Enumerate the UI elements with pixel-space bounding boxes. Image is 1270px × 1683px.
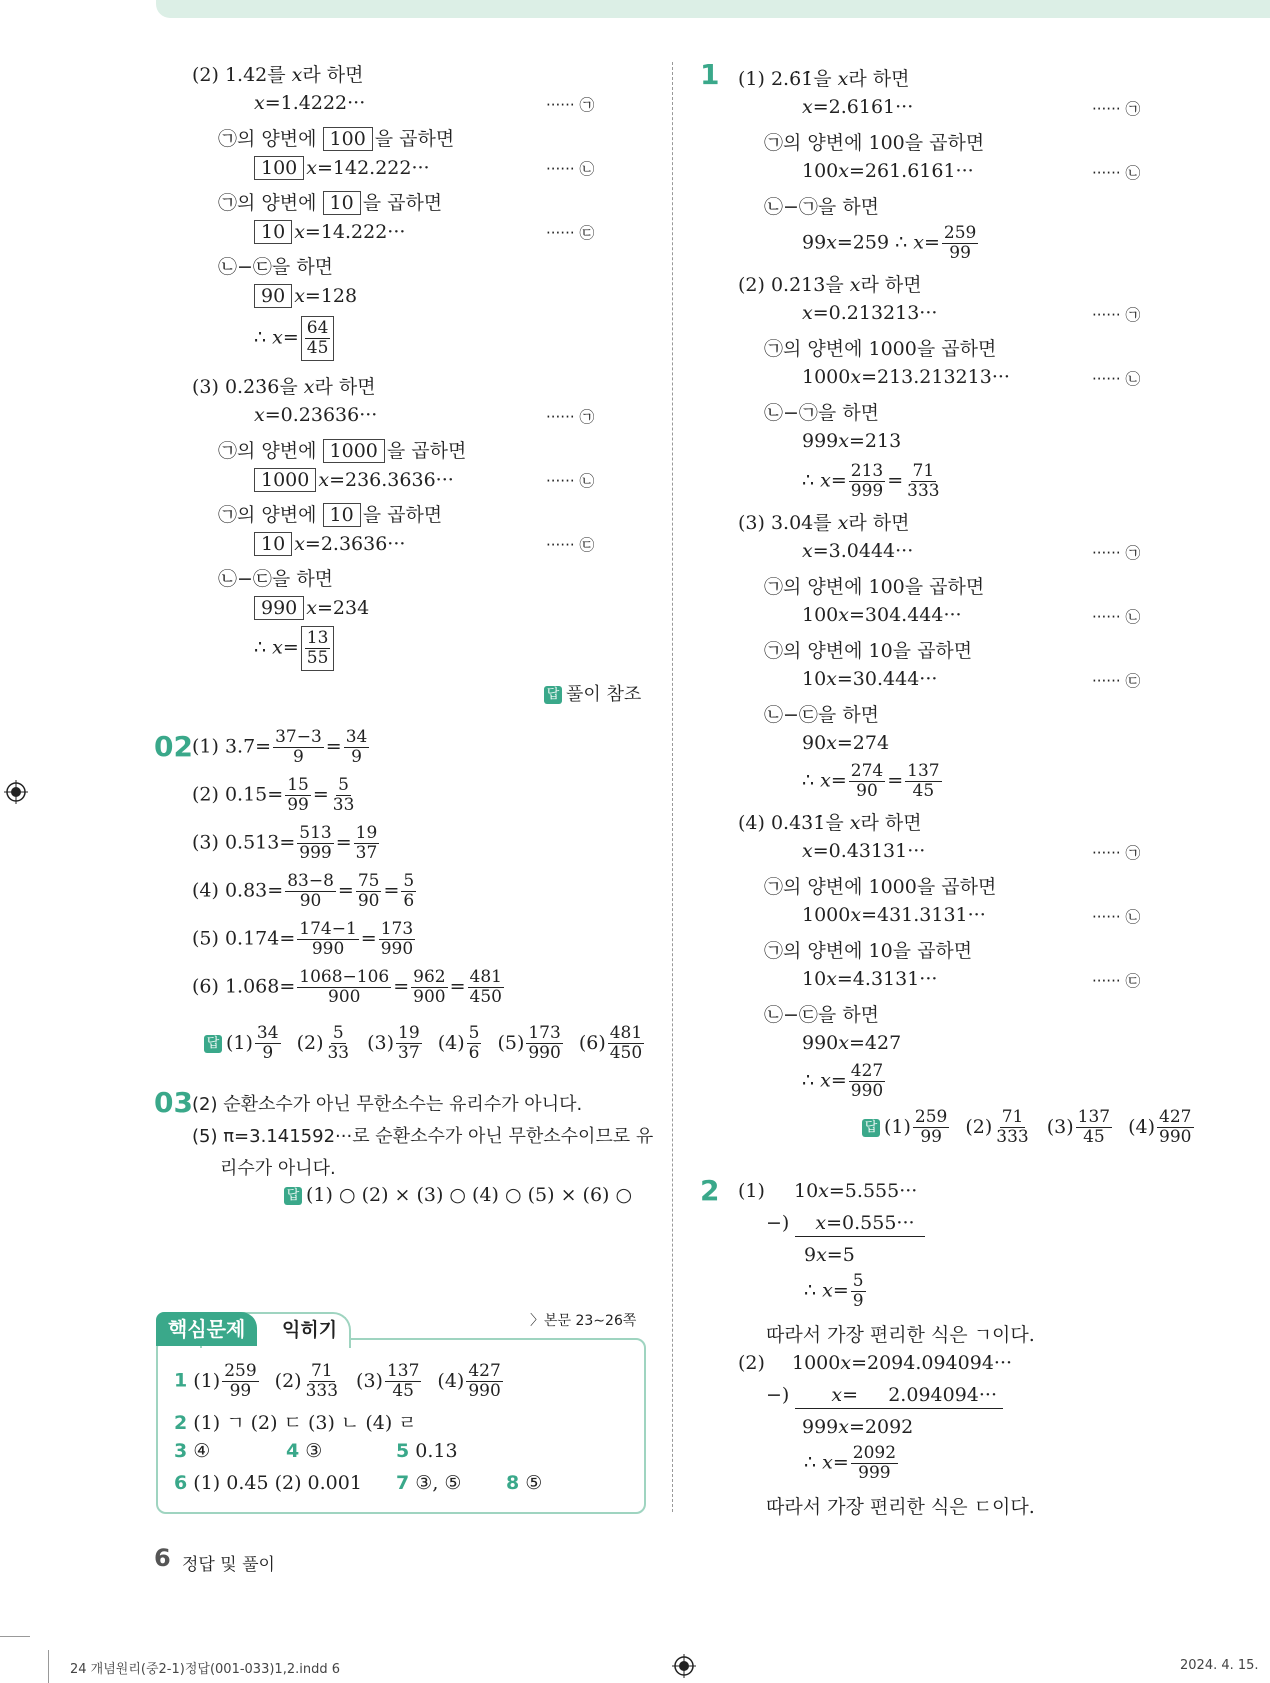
mark-c: ······ ㉢	[1092, 972, 1141, 990]
numerator: 1068−106	[299, 967, 390, 987]
denominator: 900	[413, 987, 446, 1007]
b2-label: (2)	[738, 1352, 765, 1374]
fraction	[304, 1362, 340, 1401]
denominator: 37	[398, 1043, 420, 1063]
a2-line1: 𝑥=0.213213···	[802, 302, 938, 324]
a4-line1: 𝑥=0.43131···	[802, 840, 926, 862]
numerator: 259	[224, 1361, 257, 1381]
fraction	[466, 1362, 502, 1401]
denominator: 6	[468, 1043, 480, 1063]
core-row4-c: 8 ⑤	[506, 1472, 543, 1494]
mark-b: ······ ㉡	[1092, 164, 1141, 182]
a3-line1: 𝑥=3.0444···	[802, 540, 914, 562]
fraction	[1076, 1108, 1112, 1147]
p2-line7: 90 𝑥=128	[254, 284, 357, 308]
b1-label: (1)	[738, 1180, 765, 1202]
fraction	[396, 1024, 422, 1063]
answer-item: (6) $\frac{481}{450}$	[578, 1023, 643, 1063]
denominator: 450	[469, 987, 502, 1007]
answer-item: (1) $\frac{259}{99}$	[193, 1361, 257, 1401]
denominator: 900	[328, 987, 361, 1007]
a1-line3: 100𝑥=261.6161···	[802, 160, 974, 182]
denominator: 990	[1159, 1127, 1192, 1147]
registration-mark-icon	[4, 780, 28, 804]
a3-line4: ㉠의 양변에 10을 곱하면	[764, 640, 973, 662]
p2-line4: ㉠의 양변에 10 을 곱하면	[218, 192, 443, 214]
mark-a: ······ ㉠	[1092, 844, 1141, 862]
a3-line7: 90𝑥=274	[802, 732, 890, 754]
fraction	[297, 824, 333, 863]
mark-b: ······ ㉡	[1092, 908, 1141, 926]
p2-line5: 10 𝑥=14.222···	[254, 220, 405, 244]
numerator: 481	[609, 1023, 643, 1043]
column-divider	[672, 62, 673, 1512]
b2-line3: 999𝑥=2092	[802, 1416, 914, 1438]
p3-line1: 𝑥=0.23636···	[254, 404, 378, 426]
fraction	[222, 1362, 258, 1401]
a1-line5: 99𝑥=259 ∴ 𝑥= $\frac{259}{99}$	[802, 223, 977, 263]
fraction	[354, 824, 380, 863]
numerator: 71	[1001, 1107, 1024, 1127]
section-03-number: 03	[154, 1086, 193, 1119]
p3-line7: 990 𝑥=234	[254, 596, 369, 620]
ans1-row: 답 (1) $\frac{259}{99}$ (2) $\frac{71}{333}$ (3) $\frac{137}{45}$ (4) $\frac{427}{990}$	[862, 1108, 1210, 1147]
crop-mark	[0, 1636, 30, 1637]
b2-line2: −) 𝑥= 2.094094···	[766, 1384, 1003, 1406]
fraction	[285, 776, 311, 815]
q03-line1: (2) 순환소수가 아닌 무한소수는 유리수가 아니다.	[192, 1094, 583, 1115]
crop-mark	[48, 1650, 49, 1683]
denominator: 999	[299, 843, 332, 863]
a4-line6: ㉡−㉢을 하면	[764, 1004, 880, 1026]
fraction	[325, 1024, 351, 1063]
footer-date: 2024. 4. 15.	[1180, 1658, 1259, 1673]
mark-a: ······ ㉠	[1092, 100, 1141, 118]
fraction	[273, 728, 324, 767]
fraction	[385, 1362, 421, 1401]
answer-badge: 답	[544, 686, 562, 704]
q02-label: (5) 0.174=	[192, 927, 296, 950]
p2-line1: 𝑥=1.4222···	[254, 92, 366, 114]
fraction	[994, 1108, 1030, 1147]
numerator: 259	[914, 1107, 948, 1127]
a4-line5: 10𝑥=4.3131···	[802, 968, 938, 990]
p2-result: ∴ 𝑥= $\frac{64}{45}$	[254, 316, 336, 361]
denominator: 33	[332, 795, 355, 815]
b1-result: ∴ 𝑥= $\frac{5}{9}$	[804, 1271, 864, 1311]
a1-line2: ㉠의 양변에 100을 곱하면	[764, 132, 985, 154]
core-tag: 핵심문제	[156, 1312, 257, 1346]
see-solution: 답 풀이 참조	[544, 680, 641, 706]
numerator: 173	[380, 919, 414, 939]
a2-result: ∴ 𝑥= $\frac{213}{999}$ = $\frac{71}{333}$	[802, 461, 940, 501]
numerator: 71	[310, 1361, 333, 1381]
denominator: 45	[1083, 1127, 1105, 1147]
denominator: 99	[229, 1381, 252, 1401]
fraction	[331, 776, 357, 815]
a3-line6: ㉡−㉢을 하면	[764, 704, 880, 726]
q02-row: (1) 3.7= $\frac{37-3}{9}$ = $\frac{34}{9}$	[192, 727, 368, 767]
q02-label: (6) 1.068=	[192, 975, 296, 998]
fraction	[411, 968, 447, 1007]
answer-item: (2) $\frac{71}{333}$	[274, 1361, 339, 1401]
answer-item: (5) $\frac{173}{990}$	[497, 1023, 561, 1063]
numerator: 137	[386, 1361, 420, 1381]
p2-line2: ㉠의 양변에 100 을 곱하면	[218, 128, 455, 150]
numerator: 34	[256, 1023, 279, 1043]
ans03-row: 답 (1) ○ (2) × (3) ○ (4) ○ (5) × (6) ○	[284, 1184, 632, 1206]
a2-head: (2) 0.2̇13̇을 𝑥라 하면	[738, 274, 922, 296]
q02-label: (3) 0.513=	[192, 831, 296, 854]
q02-row: (2) 0.15= $\frac{15}{99}$ = $\frac{5}{33}$	[192, 775, 355, 815]
denominator: 333	[996, 1127, 1029, 1147]
a2-line5: 999𝑥=213	[802, 430, 902, 452]
denominator: 450	[609, 1043, 643, 1063]
p3-line3: 1000 𝑥=236.3636···	[254, 468, 454, 492]
fraction	[401, 872, 416, 911]
p3-head: (3) 0.2̇3̇6을 𝑥라 하면	[192, 376, 376, 398]
q02-label: (1) 3.7=	[192, 735, 272, 758]
a1-head: (1) 2.6̇1̇을 𝑥라 하면	[738, 68, 910, 90]
a4-line2: ㉠의 양변에 1000을 곱하면	[764, 876, 997, 898]
numerator: 37−3	[275, 727, 322, 747]
fraction	[608, 1024, 644, 1063]
denominator: 33	[327, 1043, 350, 1063]
core-row2: 2 (1) ㄱ (2) ㄷ (3) ㄴ (4) ㄹ	[174, 1412, 417, 1434]
p2-line6: ㉡−㉢을 하면	[218, 256, 334, 278]
numerator: 5	[338, 775, 349, 795]
a3-line3: 100𝑥=304.444···	[802, 604, 962, 626]
numerator: 962	[413, 967, 446, 987]
b1-conclusion: 따라서 가장 편리한 식은 ㄱ이다.	[766, 1324, 1035, 1346]
a4-line3: 1000𝑥=431.3131···	[802, 904, 986, 926]
denominator: 9	[293, 747, 304, 767]
section-1-number: 1	[700, 58, 720, 91]
denominator: 333	[305, 1381, 339, 1401]
q02-row: (6) 1.068= $\frac{1068-106}{900}$ = $\frac{962}{900}$ = $\frac{481}{450}$	[192, 967, 502, 1007]
numerator: 19	[398, 1023, 420, 1043]
p3-line2: ㉠의 양변에 1000 을 곱하면	[218, 440, 467, 462]
fraction	[467, 1024, 482, 1063]
numerator: 174−1	[299, 919, 357, 939]
a1-line1: 𝑥=2.6161···	[802, 96, 914, 118]
page-label: 정답 및 풀이	[182, 1555, 275, 1575]
numerator: 137	[1077, 1107, 1111, 1127]
denominator: 990	[528, 1043, 561, 1063]
numerator: 75	[357, 871, 380, 891]
mark-c: ······ ㉢	[1092, 672, 1141, 690]
numerator: 15	[287, 775, 309, 795]
denominator: 90	[299, 891, 322, 911]
numerator: 5	[332, 1023, 344, 1043]
denominator: 990	[380, 939, 414, 959]
mark-c: ······ ㉢	[546, 224, 595, 242]
a1-line4: ㉡−㉠을 하면	[764, 196, 880, 218]
fraction	[526, 1024, 562, 1063]
b2-conclusion: 따라서 가장 편리한 식은 ㄷ이다.	[766, 1496, 1035, 1518]
mark-a: ······ ㉠	[1092, 306, 1141, 324]
b1-line3: 9𝑥=5	[804, 1244, 855, 1266]
mark-c: ······ ㉢	[546, 536, 595, 554]
fraction	[297, 968, 391, 1007]
a3-line2: ㉠의 양변에 100을 곱하면	[764, 576, 985, 598]
core-tag-practice: 익히기	[200, 1312, 351, 1348]
b1-line2: −) 𝑥=0.555···	[766, 1212, 925, 1234]
core-row1: 1 (1) $\frac{259}{99}$ (2) $\frac{71}{333}$ (3) $\frac{137}{45}$ (4) $\frac{427}{990}$	[174, 1362, 519, 1401]
a4-line4: ㉠의 양변에 10을 곱하면	[764, 940, 973, 962]
answer-item: (3) $\frac{137}{45}$	[1046, 1107, 1111, 1147]
core-row4-a: 6 (1) 0.45 (2) 0.001	[174, 1472, 362, 1494]
a2-line4: ㉡−㉠을 하면	[764, 402, 880, 424]
fraction	[356, 872, 382, 911]
section-2-number: 2	[700, 1174, 720, 1207]
q02-row: (5) 0.174= $\frac{174-1}{990}$ = $\frac{173}{990}$	[192, 919, 414, 959]
core-pages: 〉본문 23∼26쪽	[530, 1313, 637, 1329]
denominator: 9	[351, 747, 362, 767]
numerator: 427	[1159, 1107, 1192, 1127]
fraction	[468, 968, 504, 1007]
b1-line1: 10𝑥=5.555···	[794, 1180, 918, 1202]
q02-row: (3) 0.513= $\frac{513}{999}$ = $\frac{19}{37}$	[192, 823, 378, 863]
denominator: 9	[262, 1043, 274, 1063]
denominator: 6	[403, 891, 415, 911]
fraction	[344, 728, 370, 767]
mark-a: ······ ㉠	[546, 408, 595, 426]
denominator: 45	[392, 1381, 414, 1401]
answer-item: (1) $\frac{259}{99}$	[884, 1107, 948, 1147]
answer-item: (2) $\frac{5}{33}$	[296, 1023, 350, 1063]
footer-filename: 24 개념원리(중2-1)정답(001-033)1,2.indd 6	[70, 1662, 340, 1677]
q02-label: (2) 0.15=	[192, 783, 284, 806]
fraction	[1157, 1108, 1193, 1147]
fraction	[913, 1108, 949, 1147]
core-row4-b: 7 ③, ⑤	[396, 1472, 462, 1494]
core-row3-b: 4 ③	[286, 1440, 323, 1462]
registration-mark-icon	[672, 1654, 696, 1678]
ans02-row: 답 (1) $\frac{34}{9}$ (2) $\frac{5}{33}$ (3) $\frac{19}{37}$ (4) $\frac{5}{6}$ (5) $\frac{173}{990}$ (6) $\frac{481}{450}$	[204, 1024, 660, 1063]
b2-line1: 1000𝑥=2094.094094···	[792, 1352, 1013, 1374]
section-02-number: 02	[154, 730, 193, 763]
answer-item: (4) $\frac{427}{990}$	[437, 1361, 501, 1401]
denominator: 37	[355, 843, 378, 863]
numerator: 83−8	[287, 871, 334, 891]
numerator: 427	[468, 1361, 501, 1381]
fraction	[297, 920, 359, 959]
fraction	[285, 872, 336, 911]
q03-line3: 리수가 아니다.	[220, 1158, 336, 1179]
a4-line7: 990𝑥=427	[802, 1032, 902, 1054]
numerator: 19	[355, 823, 378, 843]
q02-label: (4) 0.83=	[192, 879, 284, 902]
numerator: 481	[469, 967, 502, 987]
denominator: 990	[311, 939, 345, 959]
fraction	[379, 920, 415, 959]
denominator: 90	[357, 891, 380, 911]
fraction	[255, 1024, 281, 1063]
answer-item: (4) $\frac{5}{6}$	[437, 1023, 480, 1063]
answer-item: (3) $\frac{19}{37}$	[367, 1023, 420, 1063]
a3-result: ∴ 𝑥= $\frac{274}{90}$ = $\frac{137}{45}$	[802, 761, 940, 801]
header-band	[156, 0, 1270, 18]
denominator: 990	[468, 1381, 501, 1401]
numerator: 5	[468, 1023, 480, 1043]
p2-line3: 100 𝑥=142.222···	[254, 156, 430, 180]
p3-result: ∴ 𝑥= $\frac{13}{55}$	[254, 626, 336, 671]
core-row3-c: 5 0.13	[396, 1440, 458, 1462]
numerator: 5	[403, 871, 415, 891]
a3-head: (3) 3.04̇를 𝑥라 하면	[738, 512, 910, 534]
b2-result: ∴ 𝑥= $\frac{2092}{999}$	[804, 1443, 897, 1483]
numerator: 173	[528, 1023, 561, 1043]
answer-item: (4) $\frac{427}{990}$	[1128, 1107, 1192, 1147]
p3-line4: ㉠의 양변에 10 을 곱하면	[218, 504, 443, 526]
mark-b: ······ ㉡	[1092, 370, 1141, 388]
q02-row: (4) 0.83= $\frac{83-8}{90}$ = $\frac{75}{90}$ = $\frac{5}{6}$	[192, 871, 415, 911]
a2-line3: 1000𝑥=213.213213···	[802, 366, 1010, 388]
a4-result: ∴ 𝑥= $\frac{427}{990}$	[802, 1061, 884, 1101]
mark-a: ······ ㉠	[1092, 544, 1141, 562]
denominator: 99	[287, 795, 309, 815]
mark-b: ······ ㉡	[546, 160, 595, 178]
mark-b: ······ ㉡	[546, 472, 595, 490]
p3-line5: 10 𝑥=2.3636···	[254, 532, 405, 556]
p3-line6: ㉡−㉢을 하면	[218, 568, 334, 590]
page-number: 6	[154, 1544, 171, 1572]
a4-head: (4) 0.43̇1̇을 𝑥라 하면	[738, 812, 922, 834]
answer-item: (2) $\frac{71}{333}$	[965, 1107, 1029, 1147]
a2-line2: ㉠의 양변에 1000을 곱하면	[764, 338, 997, 360]
p2-head: (2) 1.4̇2를 𝑥라 하면	[192, 64, 364, 86]
a3-line5: 10𝑥=30.444···	[802, 668, 938, 690]
answer-item: (1) $\frac{34}{9}$	[226, 1023, 279, 1063]
q03-line2: (5) π=3.141592···로 순환소수가 아닌 무한소수이므로 유	[192, 1126, 654, 1147]
core-row3-a: 3 ④	[174, 1440, 211, 1462]
numerator: 34	[345, 727, 368, 747]
answer-item: (3) $\frac{137}{45}$	[356, 1361, 420, 1401]
numerator: 513	[299, 823, 332, 843]
mark-a: ······ ㉠	[546, 96, 595, 114]
denominator: 99	[920, 1127, 942, 1147]
mark-b: ······ ㉡	[1092, 608, 1141, 626]
